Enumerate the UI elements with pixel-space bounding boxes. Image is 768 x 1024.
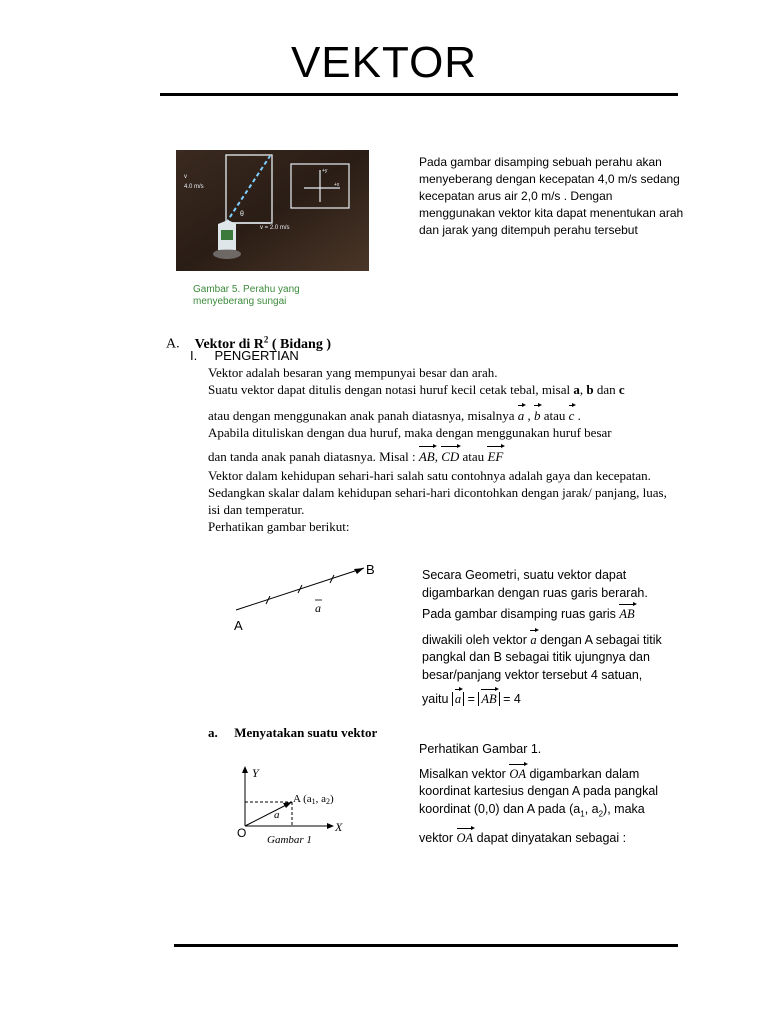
figure-1-caption: Gambar 1 (267, 834, 312, 846)
footer-rule (174, 944, 678, 947)
subscript-2: 2 (598, 809, 604, 818)
text-span: dan (593, 382, 619, 397)
text-span: diwakili oleh vektor (422, 632, 531, 647)
text-span: dengan A sebagai titik pangkal dan B sebagai titik ujungnya dan besar/panjang vektor tersebut 4 satuan, (422, 632, 662, 682)
kartesius-line-3 (419, 826, 681, 848)
kartesius-text (419, 741, 681, 847)
fig-label-v: v (184, 174, 187, 180)
fig-label-plus-y: +y (322, 168, 328, 174)
text-span: Misalkan vektor (419, 766, 510, 781)
vector-a: a (530, 628, 536, 650)
fig-label-current-speed: v = 2.0 m/s (260, 225, 290, 231)
figure-caption: Gambar 5. Perahu yang menyeberang sungai (193, 284, 300, 307)
subsection-i-marker: I. (190, 348, 198, 363)
geometri-line-2 (422, 602, 684, 624)
text-span: , (579, 382, 587, 397)
vector-a: a (518, 403, 525, 424)
section-a-suffix: ( Bidang ) (268, 336, 331, 352)
vector-ab-figure (228, 560, 388, 635)
point-text: A (a (293, 793, 312, 805)
vector-a-label: a (274, 809, 280, 821)
text-span: yaitu (422, 692, 452, 706)
pengertian-line-2 (208, 381, 678, 398)
geometri-line-3 (422, 628, 684, 685)
text-span: , (524, 408, 534, 423)
pengertian-body (208, 364, 678, 535)
pengertian-line-6: Vektor dalam kehidupan sehari-hari salah satu contohnya adalah gaya dan kecepatan. (208, 468, 651, 483)
boat-figure (176, 150, 369, 271)
point-b-label: B (366, 562, 375, 577)
page-title: VEKTOR (290, 38, 478, 87)
geometri-text (422, 567, 684, 709)
subsection-a-marker: a. (208, 725, 218, 740)
vector-oa: OA (457, 826, 474, 848)
subsection-a-heading (208, 724, 377, 741)
text-span: atau (459, 449, 488, 464)
geometri-line-1: Secara Geometri, suatu vektor dapat digambarkan dengan ruas garis berarah. (422, 568, 648, 600)
section-a-sup: 2 (263, 334, 269, 344)
vector-c: c (569, 403, 575, 424)
vector-ab-magnitude: AB (481, 687, 496, 709)
subsection-a-title: Menyatakan suatu vektor (234, 725, 378, 740)
kartesius-line-1: Perhatikan Gambar 1. (419, 742, 542, 756)
bold-b: b (586, 382, 594, 397)
text-span: dapat dinyatakan sebagai : (473, 830, 627, 845)
section-a-title: Vektor di R (194, 336, 264, 352)
vector-a-label: a (315, 601, 321, 615)
point-text: , a (315, 793, 327, 805)
vector-a-magnitude: a (455, 687, 461, 709)
fig-label-plus-x: +x (334, 182, 340, 188)
text-span: ), maka (603, 801, 645, 816)
pengertian-line-8: Perhatikan gambar berikut: (208, 519, 350, 534)
text-span: . (574, 408, 581, 423)
text-span: Suatu vektor dapat ditulis dengan notasi huruf kecil cetak tebal, misal (208, 382, 574, 397)
vector-cd: CD (441, 444, 459, 465)
origin-label: O (237, 826, 247, 840)
pengertian-line-5 (208, 444, 678, 465)
vector-b: b (534, 403, 541, 424)
point-a-label: A (234, 618, 243, 633)
vector-ef: EF (487, 444, 503, 465)
fig-label-boat-speed: 4.0 m/s (184, 184, 204, 190)
bold-a: a (573, 382, 580, 397)
figure-1-cartesian (232, 762, 362, 850)
subscript-1: 1 (311, 797, 316, 806)
geometri-equation (422, 687, 684, 709)
text-span: = (464, 692, 479, 706)
text-span: , a (584, 801, 599, 816)
vector-ab: AB (619, 602, 634, 624)
text-span: , (434, 449, 442, 464)
fig-label-theta: θ (240, 211, 244, 218)
intro-paragraph: Pada gambar disamping sebuah perahu akan menyeberang dengan kecepatan 4,0 m/s sedang kecepatan arus air 2,0 m/s . Dengan menggunakan vektor kita dapat menentukan arah dan jarak yang ditempuh perahu tersebut (419, 155, 684, 237)
text-span: atau dengan menggunakan anak panah diatasnya, misalnya (208, 408, 518, 423)
subscript-1: 1 (580, 809, 585, 818)
subsection-i-heading (190, 347, 299, 364)
text-span: digambarkan dalam koordinat kartesius dengan A pada pangkal koordinat (0,0) dan A pada (a (419, 766, 659, 816)
subscript-2: 2 (326, 797, 331, 806)
text-span: dan tanda anak panah diatasnya. Misal : (208, 449, 419, 464)
text-span: atau (540, 408, 569, 423)
axis-x-label: X (335, 820, 343, 834)
text-span: = 4 (499, 692, 521, 706)
bold-c: c (618, 382, 625, 397)
title-underline (160, 93, 678, 96)
pengertian-line-1: Vektor adalah besaran yang mempunyai besar dan arah. (208, 365, 498, 380)
pengertian-line-7: Sedangkan skalar dalam kehidupan sehari-hari dicontohkan dengan jarak/ panjang, luas, isi dan temperatur. (208, 485, 667, 517)
text-span: vektor (419, 830, 457, 845)
kartesius-line-2 (419, 762, 681, 823)
vector-oa: OA (509, 762, 526, 784)
pengertian-line-4: Apabila dituliskan dengan dua huruf, maka dengan menggunakan huruf besar (208, 425, 612, 440)
section-a-marker: A. (166, 336, 180, 352)
pengertian-line-3 (208, 403, 678, 424)
point-text: ) (330, 793, 334, 805)
point-a-coordinates (293, 793, 334, 806)
axis-y-label: Y (252, 766, 259, 780)
text-span: Pada gambar disamping ruas garis (422, 607, 620, 621)
subsection-i-title: PENGERTIAN (214, 348, 299, 363)
vector-ab: AB (419, 444, 435, 465)
